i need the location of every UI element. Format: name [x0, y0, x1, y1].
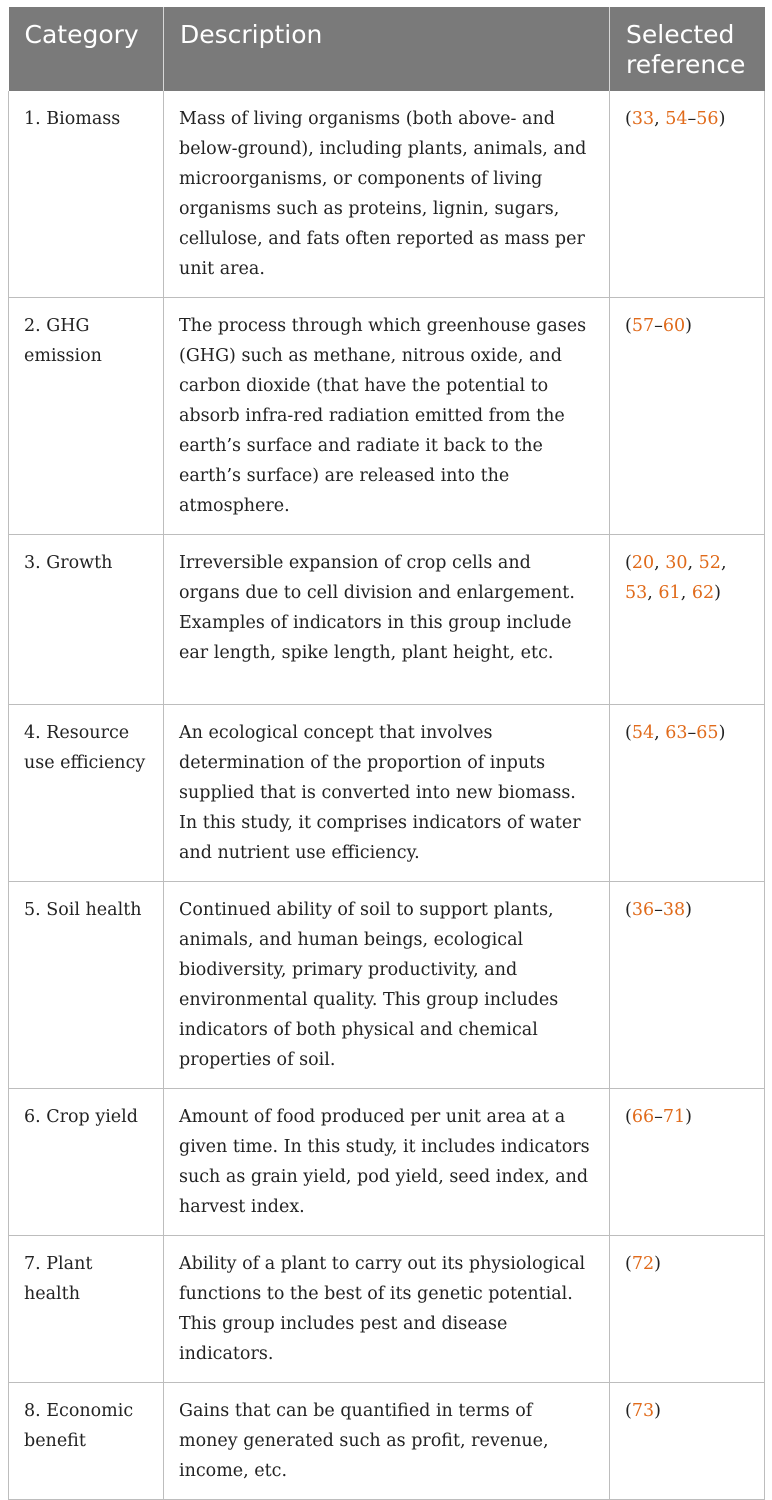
table-row [9, 1236, 765, 1383]
table-row [9, 535, 765, 705]
reference-punctuation: ) [654, 1254, 661, 1274]
description-cell: An ecological concept that involves determination of the proportion of inputs supplied that is converted into new biomass. In this study, it comprises indicators of water and nutrient use efficiency. [164, 705, 610, 882]
reference-punctuation: – [654, 1107, 663, 1127]
reference-punctuation: ( [625, 1254, 632, 1274]
table-header-row [9, 7, 765, 91]
table-row [9, 882, 765, 1089]
reference-link[interactable]: 73 [631, 1401, 655, 1421]
reference-punctuation: ( [625, 900, 632, 920]
category-cell: 4. Resource use efficiency [9, 705, 164, 882]
indicator-category-table [8, 7, 765, 1500]
reference-link[interactable]: 54 [665, 109, 688, 129]
reference-punctuation: , [720, 553, 727, 573]
header-reference: Selected reference [610, 7, 765, 91]
reference-cell [610, 1383, 765, 1500]
description-cell: Gains that can be quantified in terms of money generated such as profit, revenue, income, etc. [164, 1383, 610, 1500]
reference-punctuation: ) [718, 109, 726, 129]
reference-punctuation: , [680, 583, 692, 603]
reference-punctuation: ) [685, 316, 692, 336]
reference-link[interactable]: 65 [696, 723, 719, 743]
reference-punctuation: ( [625, 723, 632, 743]
reference-punctuation: ) [654, 1401, 661, 1421]
reference-link[interactable]: 20 [631, 553, 655, 573]
category-cell: 8. Economic benefit [9, 1383, 164, 1500]
reference-link[interactable]: 52 [698, 553, 721, 573]
description-cell: Continued ability of soil to support plants, animals, and human beings, ecological biodiversity, primary productivity, and environmental quality. This group includes indicators of both physical and chemical properties of soil. [164, 882, 610, 1089]
reference-cell [610, 1236, 765, 1383]
reference-punctuation: – [687, 109, 697, 129]
category-cell: 5. Soil health [9, 882, 164, 1089]
table-row [9, 91, 765, 298]
reference-cell [610, 1089, 765, 1236]
category-cell: 1. Biomass [9, 91, 164, 298]
reference-link[interactable]: 61 [658, 583, 681, 603]
description-cell: Irreversible expansion of crop cells and organs due to cell division and enlargement. Examples of indicators in this group include ear length, spike length, plant height, etc. [164, 535, 610, 705]
description-cell: The process through which greenhouse gases (GHG) such as methane, nitrous oxide, and carbon dioxide (that have the potential to absorb infra-red radiation emitted from the earth’s surface and radiate it back to the earth’s surface) are released into the atmosphere. [164, 298, 610, 535]
reference-punctuation: , [654, 723, 666, 743]
reference-link[interactable]: 56 [696, 109, 719, 129]
description-cell: Amount of food produced per unit area at a given time. In this study, it includes indicators such as grain yield, pod yield, seed index, and harvest index. [164, 1089, 610, 1236]
reference-punctuation: ( [625, 1401, 632, 1421]
table-body [9, 91, 765, 1500]
reference-punctuation: ) [714, 583, 721, 603]
reference-link[interactable]: 54 [631, 723, 655, 743]
reference-punctuation: ) [718, 723, 726, 743]
reference-link[interactable]: 66 [631, 1107, 655, 1127]
reference-punctuation: , [687, 553, 699, 573]
table-row [9, 298, 765, 535]
reference-link[interactable]: 60 [662, 316, 686, 336]
header-description: Description [164, 7, 610, 91]
reference-punctuation: ( [625, 1107, 632, 1127]
reference-cell [610, 882, 765, 1089]
reference-punctuation: ( [625, 316, 632, 336]
category-cell: 3. Growth [9, 535, 164, 705]
reference-link[interactable]: 30 [665, 553, 688, 573]
category-cell: 6. Crop yield [9, 1089, 164, 1236]
reference-link[interactable]: 72 [631, 1254, 655, 1274]
table-row [9, 705, 765, 882]
reference-cell [610, 91, 765, 298]
reference-punctuation: – [654, 900, 663, 920]
reference-punctuation: ( [625, 109, 632, 129]
reference-cell [610, 298, 765, 535]
reference-punctuation: – [654, 316, 663, 336]
description-cell: Ability of a plant to carry out its physiological functions to the best of its genetic potential. This group includes pest and disease indicators. [164, 1236, 610, 1383]
reference-link[interactable]: 36 [631, 900, 655, 920]
reference-link[interactable]: 33 [631, 109, 655, 129]
reference-link[interactable]: 63 [665, 723, 688, 743]
category-cell: 2. GHG emission [9, 298, 164, 535]
reference-link[interactable]: 53 [625, 583, 648, 603]
category-cell: 7. Plant health [9, 1236, 164, 1383]
reference-link[interactable]: 38 [662, 900, 686, 920]
reference-punctuation: , [647, 583, 659, 603]
reference-link[interactable]: 57 [631, 316, 655, 336]
reference-punctuation: ) [685, 900, 692, 920]
description-cell: Mass of living organisms (both above- and below-ground), including plants, animals, and microorganisms, or components of living organisms such as proteins, lignin, sugars, cellulose, and fats often reported as mass per unit area. [164, 91, 610, 298]
header-category: Category [9, 7, 164, 91]
reference-punctuation: ) [685, 1107, 692, 1127]
reference-cell [610, 705, 765, 882]
reference-link[interactable]: 62 [691, 583, 715, 603]
reference-punctuation: , [654, 553, 666, 573]
table-row [9, 1089, 765, 1236]
reference-punctuation: ( [625, 553, 632, 573]
table-container [8, 7, 764, 1500]
table-row [9, 1383, 765, 1500]
reference-punctuation: , [654, 109, 666, 129]
reference-cell [610, 535, 765, 705]
reference-punctuation: – [687, 723, 697, 743]
reference-link[interactable]: 71 [662, 1107, 686, 1127]
